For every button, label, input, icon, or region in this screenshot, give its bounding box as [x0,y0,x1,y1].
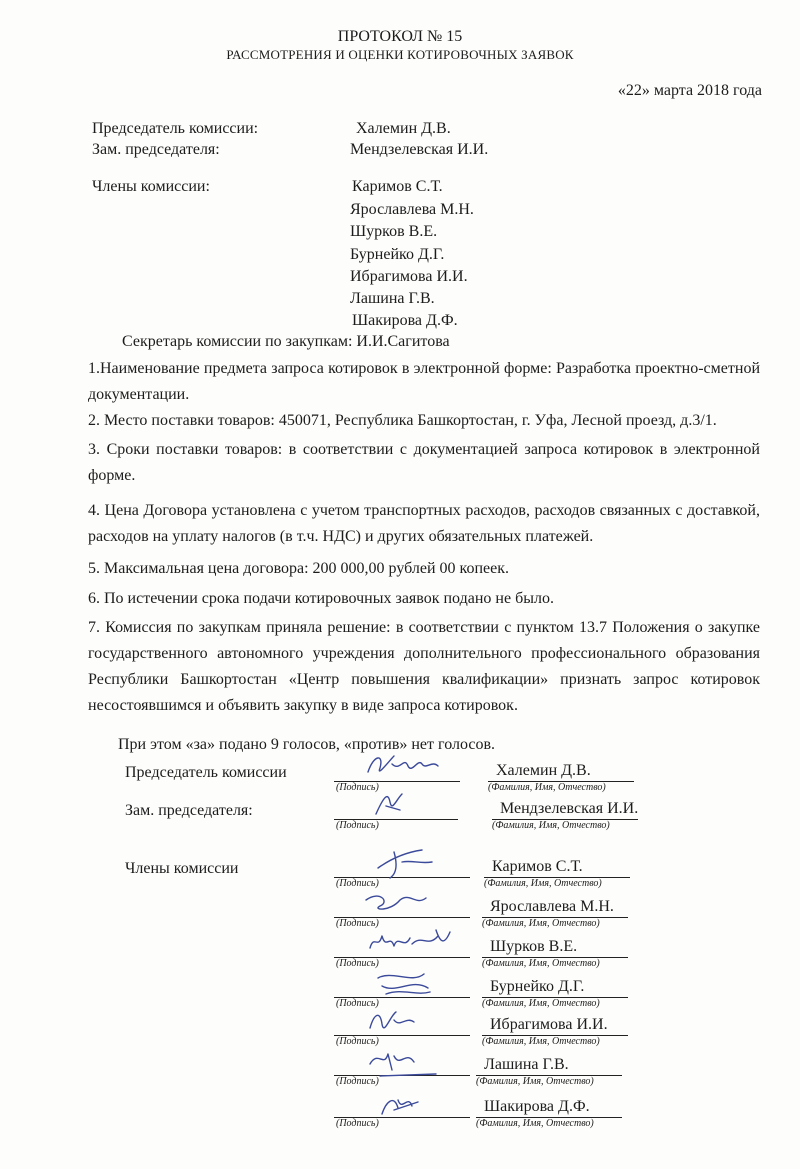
member-name: Каримов С.Т. [352,178,443,195]
chair-name: Халемин Д.В. [356,120,451,137]
vote-result: При этом «за» подано 9 голосов, «против» нет голосов. [118,736,496,753]
document-title: ПРОТОКОЛ № 15 [337,28,463,45]
chair-role-label: Председатель комиссии [125,764,287,781]
item-7: 7. Комиссия по закупкам приняла решение: в соответствии с пунктом 13.7 Положения о закупке государственного автономного учреждения дополнительного профессионального образования Республики Башкортостан «Центр повышения квалификации» признать запрос котировок несостоявшимся и объявить закупку в виде запроса котировок. [88,619,760,714]
member-name: Ярославлева М.Н. [350,201,474,218]
name-caption: (Фамилия, Имя, Отчество) [482,918,600,929]
handwritten-signature [372,848,462,882]
member-name: Ибрагимова И.И. [350,268,468,285]
item-6: 6. По истечении срока подачи котировочных заявок подано не было. [88,590,554,607]
signatory-name: Шурков В.Е. [490,938,578,955]
signature-caption: (Подпись) [336,820,379,831]
members-label: Члены комиссии: [92,178,210,195]
handwritten-signature [366,1046,456,1080]
signatory-name: Каримов С.Т. [492,858,583,875]
deputy-name: Мендзелевская И.И. [350,141,489,158]
member-name: Шакирова Д.Ф. [352,312,458,329]
member-name: Лашина Г.В. [350,290,435,307]
signatory-name: Шакирова Д.Ф. [484,1098,590,1115]
handwritten-signature [366,928,456,962]
item-5: 5. Максимальная цена договора: 200 000,00 рублей 00 копеек. [88,560,510,577]
name-caption: (Фамилия, Имя, Отчество) [482,998,600,1009]
signature-row [0,1098,800,1138]
signatory-name: Ярославлева М.Н. [490,898,614,915]
name-caption: (Фамилия, Имя, Отчество) [488,782,606,793]
signature-caption: (Подпись) [336,1118,379,1129]
signatory-name: Мендзелевская И.И. [500,800,639,817]
item-2: 2. Место поставки товаров: 450071, Республика Башкортостан, г. Уфа, Лесной проезд, д.3/1. [88,412,717,429]
signature-caption: (Подпись) [336,918,379,929]
signatory-name: Бурнейко Д.Г. [490,978,585,995]
chair-label: Председатель комиссии: [92,120,259,137]
name-caption: (Фамилия, Имя, Отчество) [482,1036,600,1047]
signature-caption: (Подпись) [336,998,379,1009]
signatory-name: Лашина Г.В. [484,1056,569,1073]
signature-caption: (Подпись) [336,1036,379,1047]
handwritten-signature [366,790,456,824]
handwritten-signature [360,888,450,922]
name-caption: (Фамилия, Имя, Отчество) [484,878,602,889]
handwritten-signature [360,1006,450,1040]
signatory-name: Халемин Д.В. [496,762,591,779]
signature-caption: (Подпись) [336,782,379,793]
signatory-name: Ибрагимова И.И. [490,1016,608,1033]
name-caption: (Фамилия, Имя, Отчество) [476,1118,594,1129]
name-caption: (Фамилия, Имя, Отчество) [492,820,610,831]
signature-row [0,800,800,840]
handwritten-signature [372,968,462,1002]
item-4: 4. Цена Договора установлена с учетом транспортных расходов, расходов связанных с доставкой, расходов на уплату налогов (в т.ч. НДС) и других обязательных платежей. [88,502,760,545]
item-3: 3. Сроки поставки товаров: в соответствии с документацией запроса котировок в электронной форме. [88,441,760,484]
member-name: Бурнейко Д.Г. [350,246,445,263]
document-subtitle: РАССМОТРЕНИЯ И ОЦЕНКИ КОТИРОВОЧНЫХ ЗАЯВОК [226,47,574,62]
signature-caption: (Подпись) [336,878,379,889]
name-caption: (Фамилия, Имя, Отчество) [476,1076,594,1087]
name-caption: (Фамилия, Имя, Отчество) [482,958,600,969]
signature-caption: (Подпись) [336,958,379,969]
document-date: «22» марта 2018 года [617,82,762,99]
item-1: 1.Наименование предмета запроса котировок в электронной форме: Разработка проектно-сметной документации. [88,360,760,403]
deputy-role-label: Зам. председателя: [125,802,253,819]
members-role-label: Члены комиссии [125,860,239,877]
handwritten-signature [372,1088,462,1122]
secretary-line: Секретарь комиссии по закупкам: И.И.Сагитова [122,333,450,350]
handwritten-signature [360,752,450,786]
signature-caption: (Подпись) [336,1076,379,1087]
deputy-label: Зам. председателя: [92,141,220,158]
member-name: Шурков В.Е. [350,223,438,240]
